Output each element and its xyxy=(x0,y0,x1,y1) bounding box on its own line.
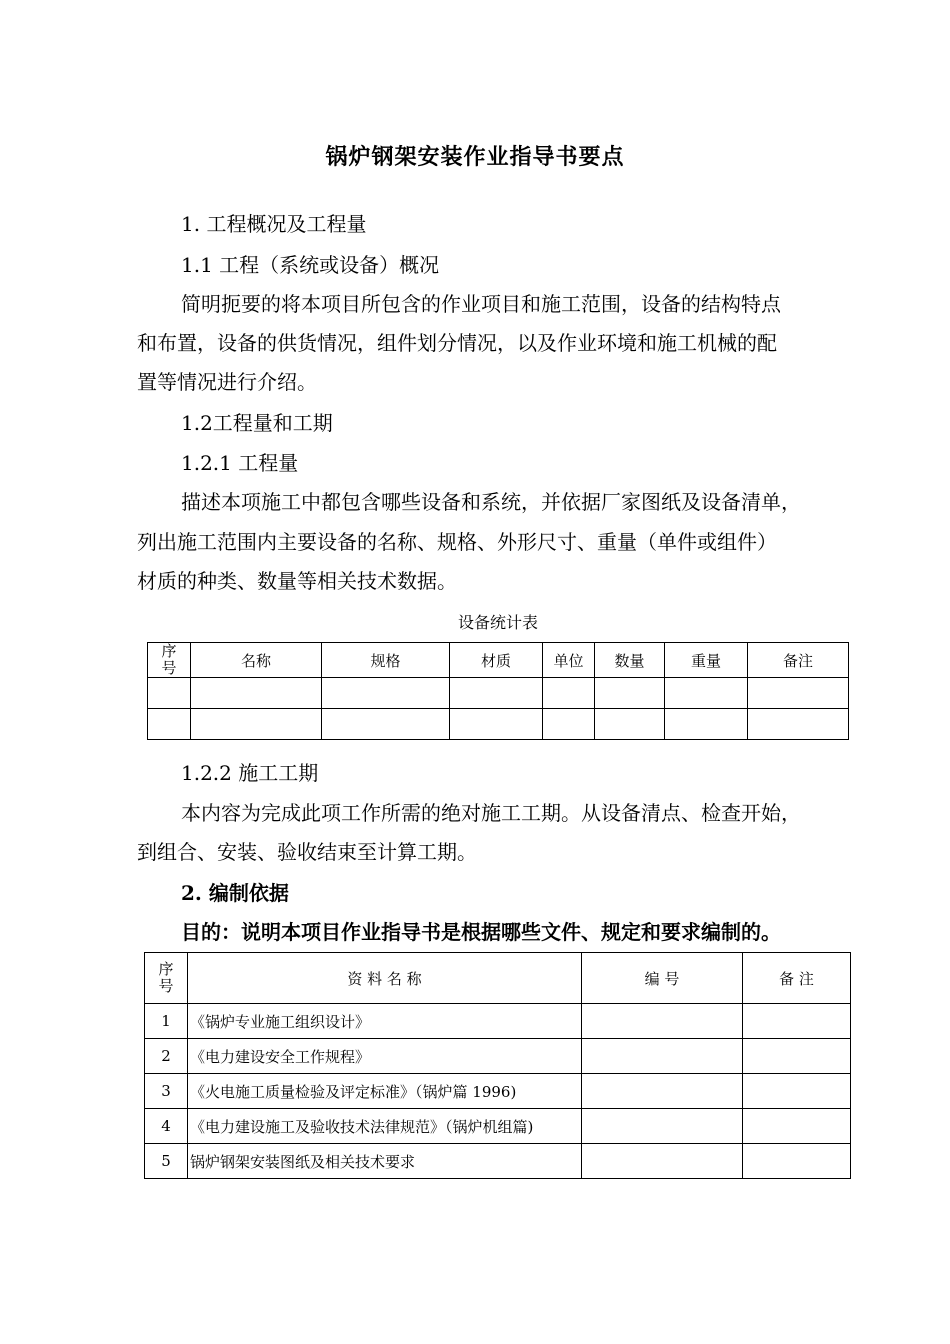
table-row xyxy=(145,1109,851,1144)
table-cell xyxy=(665,709,748,740)
column-header-quantity: 数量 xyxy=(595,643,665,678)
table-cell xyxy=(582,1074,743,1109)
table-cell xyxy=(148,678,191,709)
table-cell xyxy=(743,1004,851,1039)
row-document-name: 《电力建设安全工作规程》 xyxy=(188,1039,582,1074)
section-1-2-2-heading: 1.2.2 施工工期 xyxy=(181,761,319,785)
section-1-1-paragraph-line-3: 置等情况进行介绍。 xyxy=(137,370,317,394)
section-1-2-1-paragraph-line-3: 材质的种类、数量等相关技术数据。 xyxy=(137,569,457,593)
row-seq: 3 xyxy=(145,1074,188,1109)
table-cell xyxy=(322,709,450,740)
column-header-code: 编 号 xyxy=(582,953,743,1004)
table-cell xyxy=(743,1074,851,1109)
column-header-remark: 备 注 xyxy=(743,953,851,1004)
row-document-name: 锅炉钢架安装图纸及相关技术要求 xyxy=(188,1144,582,1179)
section-1-1-heading: 1.1 工程（系统或设备）概况 xyxy=(181,253,440,277)
table-cell xyxy=(743,1109,851,1144)
column-header-spec: 规格 xyxy=(322,643,450,678)
table-cell xyxy=(665,678,748,709)
section-1-2-1-heading: 1.2.1 工程量 xyxy=(181,451,299,475)
table-cell xyxy=(322,678,450,709)
reference-documents-table xyxy=(144,952,851,1179)
table-row xyxy=(145,1144,851,1179)
column-header-name: 名称 xyxy=(191,643,322,678)
column-header-weight: 重量 xyxy=(665,643,748,678)
table-cell xyxy=(191,678,322,709)
row-seq: 2 xyxy=(145,1039,188,1074)
column-header-unit: 单位 xyxy=(543,643,595,678)
table-cell xyxy=(543,709,595,740)
section-1-2-2-paragraph-line-2: 到组合、安装、验收结束至计算工期。 xyxy=(137,840,477,864)
table-cell xyxy=(582,1109,743,1144)
column-header-remark: 备注 xyxy=(748,643,849,678)
table-cell xyxy=(148,709,191,740)
section-1-2-2-paragraph-line-1: 本内容为完成此项工作所需的绝对施工工期。从设备清点、检查开始， xyxy=(181,801,801,825)
table-cell xyxy=(191,709,322,740)
table-cell xyxy=(543,678,595,709)
table-cell xyxy=(450,678,543,709)
section-1-1-paragraph-line-2: 和布置，设备的供货情况，组件划分情况，以及作业环境和施工机械的配 xyxy=(137,331,777,355)
section-2-purpose: 目的：说明本项目作业指导书是根据哪些文件、规定和要求编制的。 xyxy=(181,920,781,944)
table-cell xyxy=(450,709,543,740)
table-header-row xyxy=(145,953,851,1004)
column-header-seq: 序 号 xyxy=(145,953,188,1004)
table-header-row xyxy=(148,643,849,678)
table-cell xyxy=(582,1004,743,1039)
table-row xyxy=(145,1074,851,1109)
row-seq: 1 xyxy=(145,1004,188,1039)
table-row xyxy=(145,1004,851,1039)
section-1-2-1-paragraph-line-1: 描述本项施工中都包含哪些设备和系统，并依据厂家图纸及设备清单， xyxy=(181,490,801,514)
section-1-heading: 1. 工程概况及工程量 xyxy=(181,212,367,236)
section-1-1-paragraph-line-1: 简明扼要的将本项目所包含的作业项目和施工范围，设备的结构特点 xyxy=(181,292,781,316)
section-1-2-heading: 1.2工程量和工期 xyxy=(181,411,333,435)
table-cell xyxy=(743,1039,851,1074)
row-seq: 4 xyxy=(145,1109,188,1144)
table-cell xyxy=(582,1039,743,1074)
section-1-2-1-paragraph-line-2: 列出施工范围内主要设备的名称、规格、外形尺寸、重量（单件或组件） xyxy=(137,530,777,554)
table-cell xyxy=(595,678,665,709)
table-row xyxy=(145,1039,851,1074)
table-cell xyxy=(595,709,665,740)
row-seq: 5 xyxy=(145,1144,188,1179)
equipment-table-caption: 设备统计表 xyxy=(457,613,538,632)
column-header-document-name: 资 料 名 称 xyxy=(188,953,582,1004)
column-header-seq: 序 号 xyxy=(148,643,191,678)
table-cell xyxy=(743,1144,851,1179)
document-title: 锅炉钢架安装作业指导书要点 xyxy=(325,144,625,170)
table-cell xyxy=(748,709,849,740)
row-document-name: 《火电施工质量检验及评定标准》（锅炉篇 1996) xyxy=(188,1074,582,1109)
section-2-heading: 2. 编制依据 xyxy=(181,881,289,905)
row-document-name: 《电力建设施工及验收技术法律规范》（锅炉机组篇) xyxy=(188,1109,582,1144)
table-row xyxy=(148,678,849,709)
table-cell xyxy=(582,1144,743,1179)
equipment-statistics-table xyxy=(147,642,849,740)
table-row xyxy=(148,709,849,740)
row-document-name: 《锅炉专业施工组织设计》 xyxy=(188,1004,582,1039)
column-header-material: 材质 xyxy=(450,643,543,678)
table-cell xyxy=(748,678,849,709)
